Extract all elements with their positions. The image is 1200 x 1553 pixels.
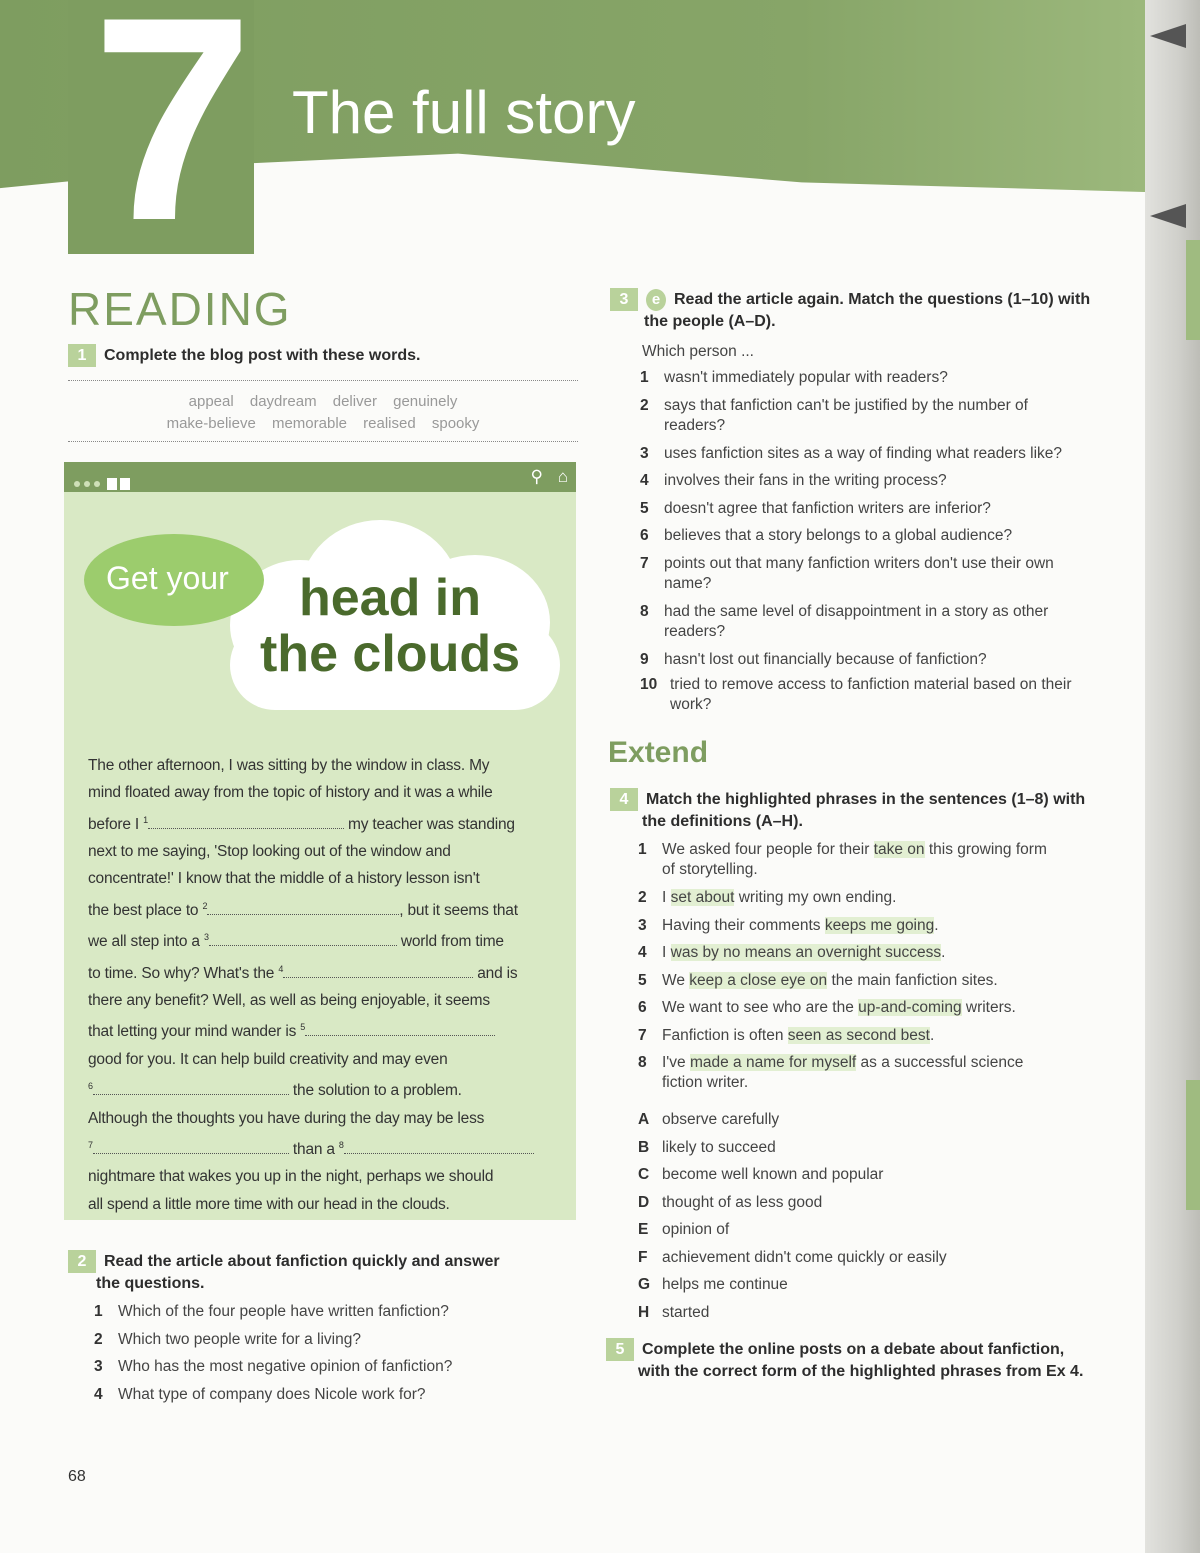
exercise-3-instruction: 3 e Read the article again. Match the questions (1–10) with the people (A–D).: [610, 288, 1090, 332]
list-item: 7 points out that many fanfiction writers don't use their own name?: [640, 554, 1054, 592]
gap-6[interactable]: [93, 1082, 289, 1095]
list-item: 4 I was by no means an overnight success.: [638, 944, 946, 961]
list-item: 6 We want to see who are the up-and-coming writers.: [638, 999, 1016, 1016]
exercise-3-list: [640, 364, 1130, 715]
list-item: 3 Having their comments keeps me going.: [638, 916, 939, 934]
list-item: 4 involves their fans in the writing process?: [640, 472, 947, 489]
word-item: genuinely: [393, 393, 458, 410]
list-item: 2 Which two people write for a living?: [94, 1330, 361, 1348]
blog-headline: head in the clouds: [259, 569, 521, 683]
exercise-2-list: [94, 1298, 452, 1408]
word-box: [68, 380, 578, 442]
page-tab-marker: [1150, 24, 1186, 48]
word-item: realised: [363, 415, 416, 432]
search-icon: ⚲: [530, 467, 543, 486]
list-item: 7 Fanfiction is often seen as second best.: [638, 1026, 935, 1044]
list-item: A observe carefully: [638, 1111, 780, 1128]
exercise-number: 3: [610, 288, 638, 311]
list-item: 1 wasn't immediately popular with readers?: [640, 369, 948, 386]
exercise-number: 2: [68, 1250, 96, 1273]
list-item: E opinion of: [638, 1221, 730, 1238]
highlighted-phrase: set about: [670, 889, 735, 906]
highlighted-phrase: up-and-coming: [858, 999, 962, 1016]
blog-body: The other afternoon, I was sitting by the window in class. My mind floated away from the topic of history and it was a while before I $^1$ my teacher was standing next to me saying, 'Stop looking out of the window and concentrate!' I know that the middle of a history lesson isn't the best place to $^2$ , but it seems that we all step into a $^3$ world from time to time. So why? What's the $^4$ and is there any benefit? Well, as well as being enjoyable, it seems that letting your mind wander is $^5$ good for you. It can help build creativity and may even $^6$ the solution to a problem. Although the thoughts you have during the day may be less $^7$ than a $^8$ nightmare that wakes you up in the night, perhaps we should all spend a little more time with our head in the clouds.: [88, 752, 550, 1218]
list-item: 2 I set about writing my own ending.: [638, 889, 897, 906]
exercise-1-instruction: 1 Complete the blog post with these words.: [68, 344, 420, 367]
section-heading-reading: READING: [68, 283, 292, 335]
window-dots: [74, 474, 130, 492]
exercise-4-definitions: [638, 1106, 947, 1326]
list-item: 1 We asked four people for their take on this growing form of storytelling.: [638, 841, 1047, 878]
list-item: 5 doesn't agree that fanfiction writers are inferior?: [640, 499, 991, 517]
exercise-2-instruction: 2 Read the article about fanfiction quickly and answer the questions.: [68, 1250, 500, 1294]
page-tab-marker: [1150, 204, 1186, 228]
page-edge: [1145, 0, 1200, 1553]
exercise-5-instruction: 5 Complete the online posts on a debate about fanfiction, with the correct form of the highlighted phrases from Ex 4.: [606, 1338, 1083, 1382]
gap-4[interactable]: [283, 965, 473, 978]
highlighted-phrase: keep a close eye on: [689, 971, 828, 989]
headline-bubble-text: Get your: [106, 560, 229, 596]
list-item: G helps me continue: [638, 1276, 788, 1293]
page-number: 68: [68, 1468, 86, 1485]
gap-3[interactable]: [209, 933, 397, 946]
highlighted-phrase: keeps me going: [824, 916, 935, 934]
gap-1[interactable]: [148, 816, 344, 829]
gap-5[interactable]: [305, 1023, 495, 1036]
word-item: spooky: [431, 415, 480, 432]
page-edge-tab: [1186, 240, 1200, 340]
list-item: D thought of as less good: [638, 1193, 823, 1211]
exercise-number: 1: [68, 344, 96, 367]
list-item: 3 Who has the most negative opinion of fanfiction?: [94, 1358, 453, 1375]
unit-number: 7: [92, 0, 246, 281]
list-item: 8 I've made a name for myself as a successful science fiction writer.: [638, 1054, 1024, 1091]
gap-7[interactable]: [93, 1141, 289, 1154]
list-item: 3 uses fanfiction sites as a way of finding what readers like?: [640, 444, 1063, 462]
exercise-4-instruction: 4 Match the highlighted phrases in the sentences (1–8) with the definitions (A–H).: [610, 788, 1085, 832]
unit-title: The full story: [292, 79, 636, 146]
list-item: 6 believes that a story belongs to a global audience?: [640, 527, 1013, 544]
list-item: B likely to succeed: [638, 1138, 776, 1156]
word-item: memorable: [271, 415, 347, 432]
blog-browser-bar: [64, 462, 576, 492]
list-item: H started: [638, 1303, 710, 1321]
exercise-3-lead: Which person ...: [642, 343, 754, 360]
home-icon: ⌂: [557, 467, 568, 486]
gap-2[interactable]: [207, 902, 399, 915]
list-item: 8 had the same level of disappointment in a story as other readers?: [640, 602, 1049, 640]
list-item: 5 We keep a close eye on the main fanfiction sites.: [638, 971, 998, 989]
word-item: appeal: [188, 393, 234, 410]
exercise-number: 5: [606, 1338, 634, 1361]
list-item: 9 hasn't lost out financially because of fanfiction?: [640, 650, 987, 668]
list-item: 2 says that fanfiction can't be justified by the number of readers?: [640, 396, 1028, 434]
exercise-4-list: [638, 836, 1138, 1093]
list-item: 10 tried to remove access to fanfiction material based on their work?: [640, 676, 1072, 713]
word-item: make-believe: [166, 415, 256, 432]
exam-icon: e: [646, 289, 666, 311]
list-item: 1 Which of the four people have written fanfiction?: [94, 1303, 449, 1320]
list-item: C become well known and popular: [638, 1166, 884, 1183]
list-item: 4 What type of company does Nicole work for?: [94, 1385, 426, 1403]
exercise-number: 4: [610, 788, 638, 811]
highlighted-phrase: seen as second best: [787, 1026, 930, 1044]
word-item: daydream: [249, 393, 317, 410]
highlighted-phrase: take on: [873, 841, 925, 858]
word-item: deliver: [332, 393, 377, 410]
page-edge-tab: [1186, 1080, 1200, 1210]
list-item: F achievement didn't come quickly or easily: [638, 1248, 947, 1266]
highlighted-phrase: was by no means an overnight success: [670, 944, 942, 961]
gap-8[interactable]: [344, 1141, 534, 1154]
section-heading-extend: Extend: [608, 736, 709, 769]
highlighted-phrase: made a name for myself: [689, 1054, 857, 1071]
